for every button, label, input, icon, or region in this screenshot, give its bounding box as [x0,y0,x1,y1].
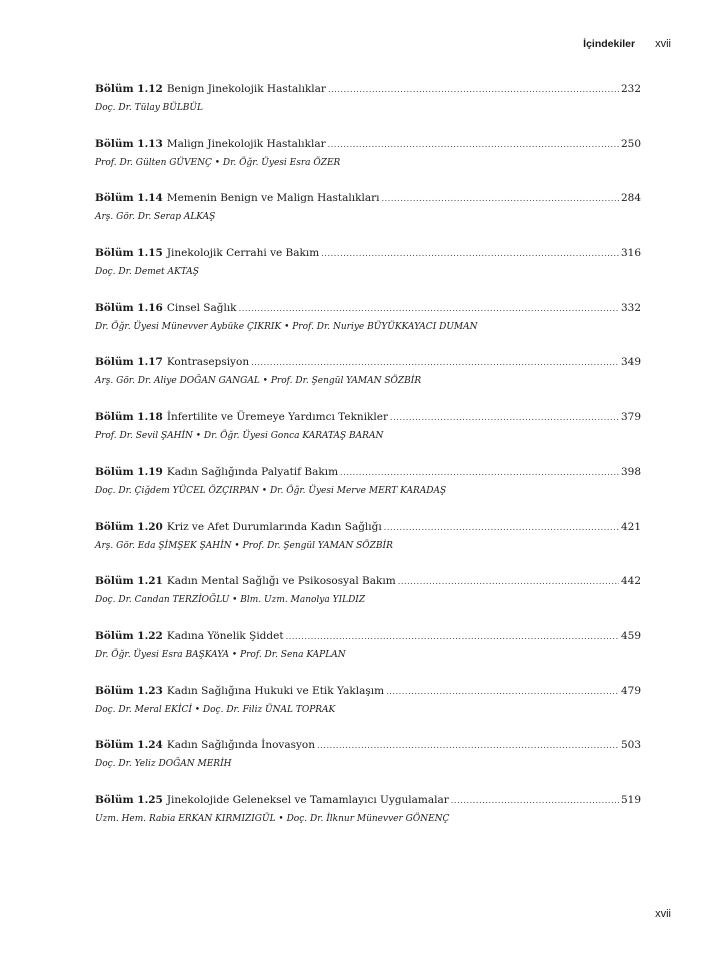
header-page-number: xvii [655,38,671,50]
chapter-number: Bölüm 1.23 [95,684,163,697]
table-of-contents [95,82,641,848]
chapter-number: Bölüm 1.12 [95,83,163,95]
dot-leader [328,138,619,152]
chapter-title: Benign Jinekolojik Hastalıklar [166,83,326,95]
chapter-authors: Dr. Öğr. Üyesi Münevver Aybüke ÇIKRIK • Prof. Dr. Nuriye BÜYÜKKAYACI DUMAN [95,321,478,332]
toc-entry[interactable] [95,137,641,192]
toc-entry[interactable] [95,246,641,301]
chapter-authors: Doç. Dr. Demet AKTAŞ [95,267,199,278]
toc-entry[interactable] [95,410,641,465]
chapter-number: Bölüm 1.13 [95,137,163,150]
dot-leader [451,794,619,808]
chapter-page-number: 284 [620,192,641,205]
chapter-authors: Doç. Dr. Tülay BÜLBÜL [95,103,203,113]
chapter-authors: Arş. Gör. Eda ŞİMŞEK ŞAHİN • Prof. Dr. Şengül YAMAN SÖZBİR [95,540,393,551]
chapter-title: Kadın Sağlığında İnovasyon [166,739,316,752]
chapter-page-number: 250 [620,137,641,150]
chapter-number: Bölüm 1.16 [95,301,163,314]
chapter-page-number: 332 [620,301,641,314]
chapter-title: Kriz ve Afet Durumlarında Kadın Sağlığı [166,520,382,533]
chapter-authors: Arş. Gör. Dr. Aliye DOĞAN GANGAL • Prof. Dr. Şengül YAMAN SÖZBİR [95,376,422,387]
dot-leader [321,247,619,261]
toc-entry[interactable] [95,574,641,629]
chapter-title: Kadın Sağlığına Hukuki ve Etik Yaklaşım [166,684,385,697]
dot-leader [340,466,619,480]
chapter-number: Bölüm 1.24 [95,739,163,752]
toc-entry[interactable] [95,738,641,793]
toc-entry[interactable] [95,82,641,137]
chapter-number: Bölüm 1.17 [95,356,163,369]
chapter-page-number: 503 [620,739,641,752]
chapter-authors: Doç. Dr. Candan TERZİOĞLU • Blm. Uzm. Manolya YILDIZ [95,595,366,606]
chapter-authors: Uzm. Hem. Rabia ERKAN KIRMIZIGÜL • Doç. Dr. İlknur Münevver GÖNENÇ [95,813,450,824]
chapter-page-number: 479 [620,684,641,697]
chapter-number: Bölüm 1.19 [95,465,163,478]
chapter-number: Bölüm 1.20 [95,520,163,533]
chapter-page-number: 398 [620,465,641,478]
dot-leader [286,630,619,644]
chapter-page-number: 349 [620,356,641,369]
chapter-number: Bölüm 1.21 [95,575,163,588]
chapter-title: İnfertilite ve Üremeye Yardımcı Teknikler [166,411,389,424]
chapter-page-number: 232 [620,83,641,95]
chapter-authors: Prof. Dr. Gülten GÜVENÇ • Dr. Öğr. Üyesi Esra ÖZER [95,157,341,168]
chapter-title: Kadın Sağlığında Palyatif Bakım [166,465,339,478]
chapter-page-number: 459 [620,629,641,642]
toc-entry[interactable] [95,355,641,410]
chapter-title: Cinsel Sağlık [166,301,237,314]
chapter-page-number: 421 [620,520,641,533]
chapter-title: Kadın Mental Sağlığı ve Psikososyal Bakım [166,575,396,588]
chapter-number: Bölüm 1.15 [95,247,163,260]
toc-entry[interactable] [95,301,641,356]
toc-entry[interactable] [95,191,641,246]
toc-entry[interactable] [95,465,641,520]
dot-leader [398,575,619,589]
chapter-number: Bölüm 1.22 [95,629,163,642]
chapter-title: Kontrasepsiyon [166,356,250,369]
chapter-number: Bölüm 1.25 [95,793,163,806]
dot-leader [317,739,619,753]
chapter-page-number: 379 [620,411,641,424]
chapter-authors: Dr. Öğr. Üyesi Esra BAŞKAYA • Prof. Dr. Sena KAPLAN [95,649,346,660]
chapter-authors: Prof. Dr. Sevil ŞAHİN • Dr. Öğr. Üyesi Gonca KARATAŞ BARAN [95,431,384,442]
chapter-authors: Arş. Gör. Dr. Serap ALKAŞ [95,212,216,223]
dot-leader [381,192,618,206]
chapter-authors: Doç. Dr. Meral EKİCİ • Doç. Dr. Filiz ÜNAL TOPRAK [95,704,336,715]
toc-entry[interactable] [95,684,641,739]
chapter-page-number: 316 [620,247,641,260]
toc-entry[interactable] [95,793,641,848]
chapter-title: Memenin Benign ve Malign Hastalıkları [166,192,380,205]
chapter-number: Bölüm 1.14 [95,192,163,205]
toc-entry[interactable] [95,520,641,575]
chapter-authors: Doç. Dr. Çiğdem YÜCEL ÖZÇIRPAN • Dr. Öğr. Üyesi Merve MERT KARADAŞ [95,485,447,496]
dot-leader [386,685,619,699]
section-title: İçindekiler [583,38,636,50]
dot-leader [328,83,619,97]
footer-page-number: xvii [655,908,671,920]
chapter-title: Malign Jinekolojik Hastalıklar [166,137,326,150]
chapter-page-number: 442 [620,575,641,588]
dot-leader [390,411,619,425]
chapter-page-number: 519 [620,793,641,806]
running-header [583,38,671,50]
chapter-authors: Doç. Dr. Yeliz DOĞAN MERİH [95,759,232,770]
chapter-title: Kadına Yönelik Şiddet [166,629,284,642]
dot-leader [251,356,619,370]
toc-entry[interactable] [95,629,641,684]
chapter-title: Jinekolojik Cerrahi ve Bakım [166,247,320,260]
chapter-title: Jinekolojide Geleneksel ve Tamamlayıcı Uygulamalar [166,793,449,806]
dot-leader [239,302,619,316]
dot-leader [384,521,619,535]
chapter-number: Bölüm 1.18 [95,411,163,424]
